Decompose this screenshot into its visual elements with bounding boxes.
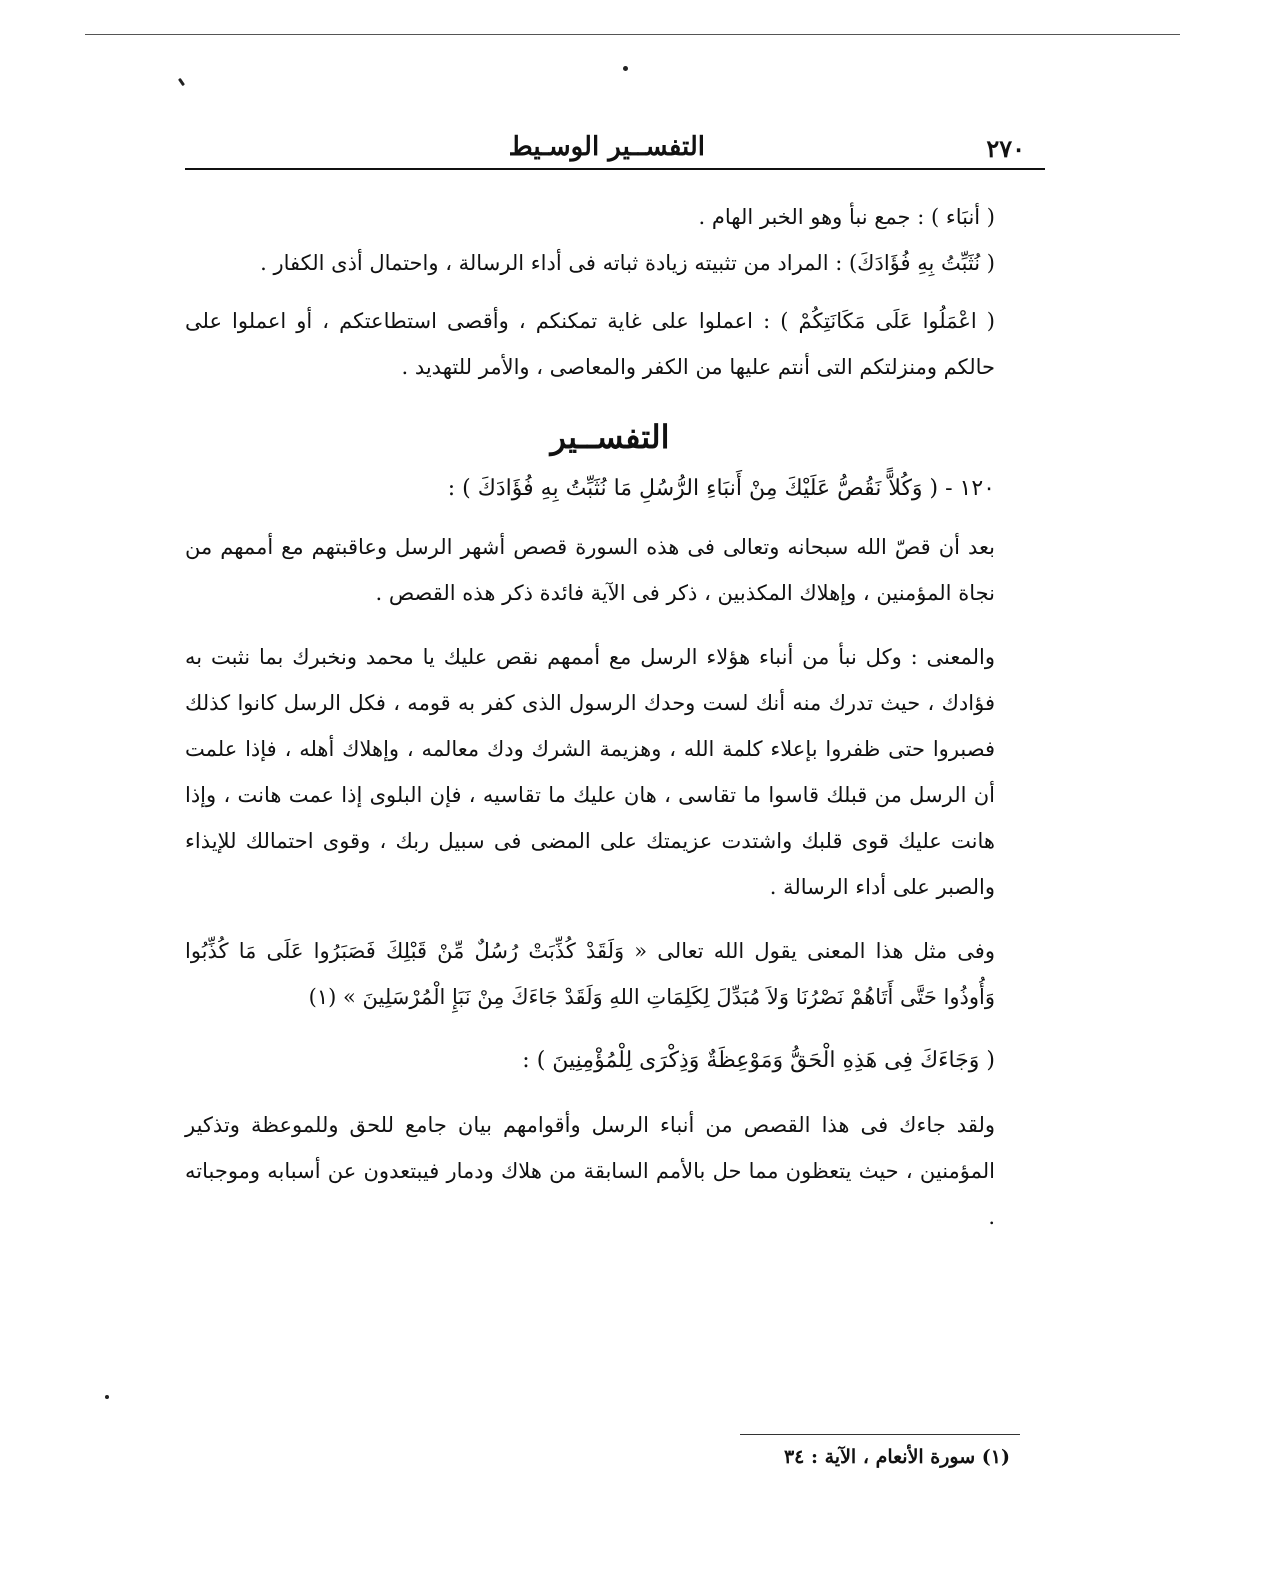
scan-speck bbox=[623, 66, 628, 71]
glossary-entry-nuthabbit: ( نُثَبِّتُ بِهِ فُؤَادَكَ) : المراد من تثبيته زيادة ثباته فى أداء الرسالة ، واحتمال أذى الكفار . bbox=[260, 251, 995, 275]
paragraph-closing: ولقد جاءك فى هذا القصص من أنباء الرسل وأقوامهم بيان جامع للحق وللموعظة وتذكير المؤمنين ، حيث يتعظون مما حل بالأمم السابقة من هلاك ودمار فيبتعدون عن أسبابه وموجباته . bbox=[185, 1113, 995, 1229]
paragraph-intro: بعد أن قصّ الله سبحانه وتعالى فى هذه السورة قصص أشهر الرسل وعاقبتهم مع أممهم من نجاة المؤمنين ، وإهلاك المكذبين ، ذكر فى الآية فائدة ذكر هذه القصص . bbox=[185, 535, 995, 605]
footnote-rule bbox=[740, 1434, 1020, 1435]
scan-edge-line bbox=[85, 34, 1180, 35]
footnote: (١) سورة الأنعام ، الآية : ٣٤ bbox=[783, 1446, 1010, 1468]
paragraph-quran-citation: وفى مثل هذا المعنى يقول الله تعالى « وَلَقَدْ كُذِّبَتْ رُسُلٌ مِّنْ قَبْلِكَ فَصَبَرُوا عَلَى مَا كُذِّبُوا وَأُوذُوا حَتَّى أَتَاهُمْ نَصْرُنَا وَلاَ مُبَدِّلَ لِكَلِمَاتِ اللهِ وَلَقَدْ جَاءَكَ مِنْ نَبَإِ الْمُرْسَلِينَ » (١) bbox=[185, 939, 995, 1009]
scan-speck bbox=[105, 1395, 109, 1399]
verse-120-heading: ١٢٠ - ( وَكُلاًّ نَقُصُّ عَلَيْكَ مِنْ أَنبَاءِ الرُّسُلِ مَا نُثَبِّتُ بِهِ فُؤَادَكَ ) : bbox=[447, 476, 995, 501]
section-title: التفســير bbox=[550, 418, 670, 456]
paragraph-meaning: والمعنى : وكل نبأ من أنباء هؤلاء الرسل مع أممهم نقص عليك يا محمد ونخبرك بما نثبت به فؤادك ، حيث تدرك منه أنك لست وحدك الرسول الذى كفر به قومه ، فكل الرسل كانوا كذلك فصبروا حتى ظفروا بإعلاء كلمة الله ، وهزيمة الشرك ودك معالمه ، وإهلاك أهله ، فإذا علمت أن الرسل من قبلك قاسوا ما تقاسى ، هان عليك ما تقاسيه ، فإن البلوى إذا عمت هانت ، وإذا هانت عليك قوى قلبك واشتدت عزيمتك على المضى فى سبيل ربك ، وقوى احتمالك للإيذاء والصبر على أداء الرسالة . bbox=[185, 645, 995, 899]
glossary-entry-anbaa: ( أنبَاء ) : جمع نبأ وهو الخبر الهام . bbox=[698, 205, 995, 229]
glossary-entry-iamalu: ( اعْمَلُوا عَلَى مَكَانَتِكُمْ ) : اعملوا على غاية تمكنكم ، وأقصى استطاعتكم ، أو اعملوا على حالكم ومنزلتكم التى أنتم عليها من الكفر والمعاصى ، والأمر للتهديد . bbox=[185, 309, 995, 379]
page-body bbox=[185, 194, 1035, 1240]
scan-speck bbox=[178, 78, 185, 86]
running-title: التفســير الوسـيط bbox=[508, 132, 705, 162]
page-header bbox=[185, 128, 1045, 168]
verse-heading-wajaaka: ( وَجَاءَكَ فِى هَذِهِ الْحَقُّ وَمَوْعِظَةٌ وَذِكْرَى لِلْمُؤْمِنِينَ ) : bbox=[522, 1048, 995, 1073]
header-rule bbox=[185, 168, 1045, 170]
page-number: ٢٧٠ bbox=[986, 134, 1025, 163]
